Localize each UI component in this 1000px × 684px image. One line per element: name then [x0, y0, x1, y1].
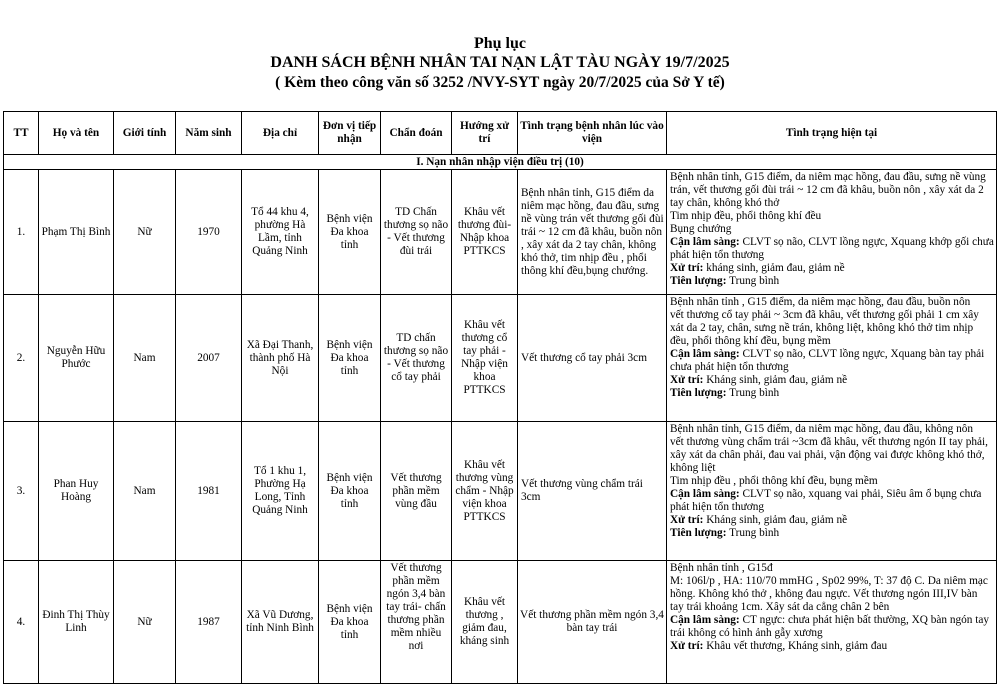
tl-text: Trung bình	[726, 527, 780, 539]
cell-name: Phạm Thị Bình	[39, 170, 114, 295]
cell-current	[667, 295, 997, 422]
xt-text: Kháng sinh, giảm đau, giảm nề	[703, 374, 848, 386]
current-text-line: vết thương vùng chẩm trái ~3cm đã khâu, vết thương ngón II tay phải, xây xát da chân phải, đau vai phải, vận động vai được không khó thở, không liệt	[670, 436, 988, 474]
tl-line	[670, 275, 994, 288]
section-title: I. Nạn nhân nhập viện điều trị (10)	[4, 155, 997, 170]
cell-admission: Vết thương phần mềm ngón 3,4 bàn tay trái	[518, 561, 667, 684]
current-text-line: M: 106l/p , HA: 110/70 mmHG , Sp02 99%, T: 37 độ C. Da niêm mạc hồng. Không khó thở , không đau ngực. Vết thương ngón III,IV bàn tay trái khoảng 1cm. Xây sát da cẳng chân 2 bên	[670, 575, 988, 613]
tl-line	[670, 387, 994, 400]
current-text-line: Bệnh nhân tỉnh , G15 điểm, da niêm mạc hồng, đau đầu, buồn nôn	[670, 296, 971, 308]
section-row	[4, 155, 997, 170]
xt-label: Xử trí:	[670, 640, 704, 652]
col-current: Tình trạng hiện tại	[667, 112, 997, 155]
cell-gender: Nam	[114, 295, 176, 422]
cell-treatment: Khâu vết thương đùi- Nhập khoa PTTKCS	[452, 170, 518, 295]
cell-year: 1981	[176, 422, 242, 561]
current-text-line: Bệnh nhân tỉnh, G15 điểm, da niêm mạc hồng, đau đầu, không nôn	[670, 423, 974, 435]
col-gender: Giới tính	[114, 112, 176, 155]
tl-label: Tiên lượng:	[670, 527, 727, 539]
current-text-line: Bụng chướng	[670, 223, 732, 235]
cls-line	[670, 614, 994, 640]
cls-label: Cận lâm sàng:	[670, 348, 740, 360]
cls-text: CLVT sọ não, CLVT lồng ngực, Xquang bàn tay phải chưa phát hiện tổn thương	[670, 348, 985, 373]
col-treatment: Hướng xử trí	[452, 112, 518, 155]
cell-diagnosis: Vết thương phần mềm ngón 3,4 bàn tay trái- chấn thương phần mềm nhiều nơi	[381, 561, 452, 684]
cell-diagnosis: Vết thương phần mềm vùng đầu	[381, 422, 452, 561]
tl-label: Tiên lượng:	[670, 275, 727, 287]
cell-address: Xã Đại Thanh, thành phố Hà Nội	[242, 295, 319, 422]
cell-tt: 4.	[4, 561, 39, 684]
cell-address: Tổ 44 khu 4, phường Hà Lầm, tỉnh Quảng Ninh	[242, 170, 319, 295]
patient-table	[3, 111, 997, 684]
cell-year: 2007	[176, 295, 242, 422]
cell-treatment: Khâu vết thương vùng chẩm - Nhập viện khoa PTTKCS	[452, 422, 518, 561]
cell-tt: 1.	[4, 170, 39, 295]
current-text-line: vết thương cổ tay phải ~ 3cm đã khâu, vết thương gối phải 1 cm xây xát da 2 tay, chân, sưng nề trán, không liệt, không khó thở tim nhịp đều, phổi thông khí đều, bụng mềm	[670, 309, 979, 347]
cls-label: Cận lâm sàng:	[670, 236, 740, 248]
cell-admission: Vết thương vùng chẩm trái 3cm	[518, 422, 667, 561]
cls-line	[670, 488, 994, 514]
cls-text: CLVT sọ não, xquang vai phải, Siêu âm ổ bụng chưa phát hiện tổn thương	[670, 488, 982, 513]
col-tt: TT	[4, 112, 39, 155]
cell-name: Nguyễn Hữu Phước	[39, 295, 114, 422]
table-header-row	[4, 112, 997, 155]
cell-unit: Bệnh viện Đa khoa tỉnh	[319, 295, 381, 422]
col-name: Họ và tên	[39, 112, 114, 155]
xt-label: Xử trí:	[670, 514, 704, 526]
xt-line	[670, 374, 994, 387]
cell-tt: 3.	[4, 422, 39, 561]
col-admission: Tình trạng bệnh nhân lúc vào viện	[518, 112, 667, 155]
xt-text: Khâu vết thương, Kháng sinh, giảm đau	[703, 640, 888, 652]
tl-text: Trung bình	[726, 387, 780, 399]
cell-diagnosis: TD chấn thương sọ não - Vết thương cổ tay phải	[381, 295, 452, 422]
cls-label: Cận lâm sàng:	[670, 488, 740, 500]
cell-treatment: Khâu vết thương , giảm đau, kháng sinh	[452, 561, 518, 684]
col-address: Địa chỉ	[242, 112, 319, 155]
xt-line	[670, 514, 994, 527]
col-unit: Đơn vị tiếp nhận	[319, 112, 381, 155]
cls-text: CLVT sọ não, CLVT lồng ngực, Xquang khớp gối chưa phát hiện tổn thương	[670, 236, 994, 261]
cell-treatment: Khâu vết thương cổ tay phải - Nhập viện khoa PTTKCS	[452, 295, 518, 422]
col-diagnosis: Chẩn đoán	[381, 112, 452, 155]
current-text-line: Bệnh nhân tỉnh, G15 điểm, da niêm mạc hồng, đau đầu, sưng nề vùng trán, vết thương gối đùi trái ~ 12 cm đã khâu, buồn nôn , xây xát da 2 tay chân, không khó thở	[670, 171, 986, 209]
xt-line	[670, 640, 994, 653]
xt-label: Xử trí:	[670, 374, 704, 386]
table-row	[4, 561, 997, 684]
current-text-line: Tim nhịp đều , phổi thông khí đều, bụng mềm	[670, 475, 878, 487]
cell-address: Tổ 1 khu 1, Phường Hạ Long, Tỉnh Quảng Ninh	[242, 422, 319, 561]
document-title: DANH SÁCH BỆNH NHÂN TAI NẠN LẬT TÀU NGÀY 19/7/2025	[270, 54, 730, 71]
tl-line	[670, 527, 994, 540]
table-row	[4, 295, 997, 422]
cls-label: Cận lâm sàng:	[670, 614, 740, 626]
cell-admission: Bệnh nhân tỉnh, G15 điểm da niêm mạc hồng, đau đầu, sưng nề vùng trán vết thương gối đùi trái ~ 12 cm đã khâu, buồn nôn , xây xát da 2 tay chân, không khó thở, tim nhịp đều , phổi thông khí đều,bụng chướng.	[518, 170, 667, 295]
cell-year: 1970	[176, 170, 242, 295]
current-text-line: Tim nhịp đều, phổi thông khí đều	[670, 210, 822, 222]
cell-address: Xã Vũ Dương, tỉnh Ninh Bình	[242, 561, 319, 684]
tl-label: Tiên lượng:	[670, 387, 727, 399]
cell-unit: Bệnh viện Đa khoa tỉnh	[319, 422, 381, 561]
cell-name: Phan Huy Hoàng	[39, 422, 114, 561]
appendix-label: Phụ lục	[473, 35, 526, 52]
cls-text: CT ngực: chưa phát hiện bất thường, XQ bàn ngón tay trái không có hình ảnh gẫy xương	[670, 614, 990, 639]
document-subtitle: ( Kèm theo công văn số 3252 /NVY-SYT ngày 20/7/2025 của Sở Y tế)	[275, 74, 725, 91]
cell-gender: Nữ	[114, 170, 176, 295]
xt-line	[670, 262, 994, 275]
xt-text: kháng sinh, giảm đau, giảm nề	[703, 262, 845, 274]
col-year: Năm sinh	[176, 112, 242, 155]
current-text-line: Bệnh nhân tỉnh , G15đ	[670, 562, 773, 574]
tl-text: Trung bình	[726, 275, 780, 287]
cell-diagnosis: TD Chấn thương sọ não - Vết thương đùi trái	[381, 170, 452, 295]
table-row	[4, 422, 997, 561]
cell-gender: Nam	[114, 422, 176, 561]
cell-admission: Vết thương cổ tay phải 3cm	[518, 295, 667, 422]
cell-current	[667, 422, 997, 561]
xt-label: Xử trí:	[670, 262, 704, 274]
cell-unit: Bệnh viện Đa khoa tỉnh	[319, 561, 381, 684]
table-row	[4, 170, 997, 295]
cell-year: 1987	[176, 561, 242, 684]
cell-current	[667, 561, 997, 684]
cls-line	[670, 348, 994, 374]
cell-gender: Nữ	[114, 561, 176, 684]
cell-name: Đinh Thị Thùy Linh	[39, 561, 114, 684]
cell-current	[667, 170, 997, 295]
cell-tt: 2.	[4, 295, 39, 422]
xt-text: Kháng sinh, giảm đau, giảm nề	[703, 514, 848, 526]
document-header	[0, 0, 1000, 93]
cell-unit: Bệnh viện Đa khoa tỉnh	[319, 170, 381, 295]
cls-line	[670, 236, 994, 262]
